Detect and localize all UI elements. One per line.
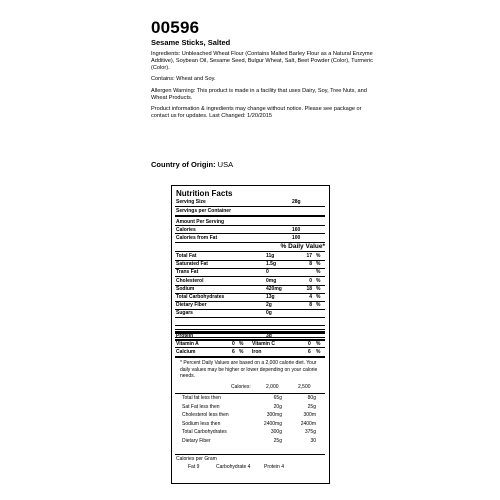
allergen-warning: Allergen Warning: This product is made in a facility that uses Dairy, Soy, Tree Nuts, and Wheat Products. (151, 88, 367, 101)
nutrition-facts-panel (171, 185, 330, 484)
reference-label: Total Carbohydrates (182, 429, 227, 436)
daily-value-footnote: * Percent Daily Values are based on a 2,000 calorie diet. Your daily values may be higher or lower depending on your calorie needs. (180, 360, 318, 379)
nutrient-row (176, 261, 324, 267)
reference-2500: 300m (303, 412, 316, 419)
nutrient-pct: % (316, 261, 321, 268)
calcium-label: Calcium (176, 349, 196, 355)
nutrient-amount: 1.5g (266, 261, 277, 268)
reference-2500: 30 (310, 438, 316, 444)
protein-value: 3g (266, 333, 272, 339)
vitamin-a-label: Vitamin A (176, 341, 199, 347)
nutrient-amount: 13g (266, 294, 275, 300)
nutrient-amount: 0g (266, 310, 272, 317)
nutrient-row (176, 294, 324, 300)
reference-2500: 375g (304, 429, 316, 436)
calories-fat-row (176, 235, 324, 241)
nutrient-pct: % (316, 294, 321, 300)
calories-label: Calories (176, 227, 196, 233)
calories-value: 160 (292, 227, 301, 233)
nutrient-label: Total Carbohydrates (176, 294, 225, 300)
per-gram-carb: Carbohydrate 4 (216, 464, 251, 470)
serving-size-label: Serving Size (176, 199, 206, 205)
nutrient-label: Dietary Fiber (176, 302, 207, 309)
nutrient-dv: 8 (309, 302, 312, 309)
calories-ref-2000: 2,000 (266, 384, 279, 390)
reference-label: Sodium less then (182, 420, 221, 427)
nutrient-row (176, 302, 324, 308)
nutrient-label: Saturated Fat (176, 261, 208, 268)
nutrient-label: Trans Fat (176, 269, 199, 276)
reference-2000: 300g (270, 429, 282, 436)
nutrient-label: Sodium (176, 285, 195, 292)
calories-fat-value: 100 (292, 235, 301, 241)
nutrient-pct: % (316, 253, 321, 259)
reference-2500: 2400m (300, 420, 316, 427)
daily-value-header: % Daily Value* (280, 243, 325, 250)
reference-label: Dietary Fiber (182, 438, 211, 444)
nutrient-amount: 0mg (266, 277, 277, 284)
product-name: Sesame Sticks, Salted (151, 38, 231, 47)
nutrient-amount: 2g (266, 302, 272, 309)
reference-label: Cholesterol less then (182, 412, 229, 419)
nutrient-label: Total Fat (176, 253, 197, 259)
nutrient-row (176, 286, 324, 292)
nutrient-dv: 0 (309, 277, 312, 284)
calcium-pct: % (239, 349, 244, 355)
nutrient-dv: 8 (309, 261, 312, 268)
mineral-row (176, 349, 324, 355)
calories-fat-label: Calories from Fat (176, 235, 218, 241)
reference-2000: 20g (273, 403, 282, 410)
nutrient-label: Cholesterol (176, 277, 204, 284)
country-of-origin (151, 160, 233, 169)
nutrient-label: Sugars (176, 310, 193, 317)
reference-label: Sat Fat less then (182, 403, 220, 410)
nutrition-title: Nutrition Facts (176, 189, 233, 198)
nutrient-row (176, 310, 324, 316)
serving-size-value: 28g (292, 199, 301, 205)
nutrient-pct: % (316, 302, 321, 309)
nutrient-row (176, 269, 324, 275)
nutrient-pct: % (316, 285, 321, 292)
vitamin-a-pct: % (239, 341, 244, 347)
iron-label: Iron (252, 349, 262, 355)
nutrient-dv: 17 (306, 253, 312, 259)
servings-row (176, 208, 324, 214)
product-code: 00596 (151, 18, 200, 37)
nutrient-pct: % (316, 269, 321, 276)
vitamin-c-pct: % (316, 341, 321, 347)
calcium-dv: 6 (232, 349, 235, 355)
vitamin-c-label: Vitamin C (252, 341, 275, 347)
per-gram-fat: Fat 9 (188, 464, 200, 470)
nutrient-amount: 11g (266, 253, 275, 259)
calories-ref-2500: 2,500 (298, 384, 311, 390)
reference-2000: 2400mg (263, 420, 282, 427)
country-value: USA (217, 160, 234, 169)
change-notice: Product information & ingredients may change without notice. Please see package or contact us for updates. Last Changed: 1/20/2015 (151, 106, 362, 119)
servings-label: Servings per Container (176, 208, 232, 214)
contains-text: Contains: Wheat and Soy. (151, 76, 216, 82)
iron-pct: % (316, 349, 321, 355)
calories-ref-label: Calories: (231, 384, 251, 390)
reference-2000: 300mg (266, 412, 282, 419)
reference-2000: 25g (273, 438, 282, 444)
nutrient-amount: 420mg (266, 285, 282, 292)
nutrient-amount: 0 (266, 269, 269, 276)
calories-per-gram-label (176, 456, 324, 462)
vitamin-a-dv: 0 (232, 341, 235, 347)
vitamin-c-dv: 0 (308, 341, 311, 347)
iron-dv: 6 (308, 349, 311, 355)
nutrient-row (176, 253, 324, 259)
protein-label: Protein (176, 333, 194, 339)
reference-2500: 25g (307, 403, 316, 410)
country-label: Country of Origin: (151, 160, 216, 169)
nutrient-pct: % (316, 277, 321, 284)
reference-2500: 80g (307, 395, 316, 401)
per-gram-protein: Protein 4 (264, 464, 285, 470)
reference-label: Total fat less then (182, 395, 221, 401)
nutrient-dv: 18 (306, 285, 312, 292)
per-gram-label: Calories per Gram (176, 456, 217, 462)
reference-2000: 65g (273, 395, 282, 401)
nutrient-row (176, 278, 324, 284)
amount-label: Amount Per Serving (176, 219, 225, 225)
serving-size-row (176, 199, 324, 205)
nutrient-dv: 4 (309, 294, 312, 300)
ingredients-text: Ingredients: Unbleached Wheat Flour (Contains Malted Barley Flour as a Natural Enzyme Additive), Soybean Oil, Sesame Seed, Bulgur Wheat, Salt, Beet Powder (Color), Turmeric (Color). (151, 51, 373, 71)
